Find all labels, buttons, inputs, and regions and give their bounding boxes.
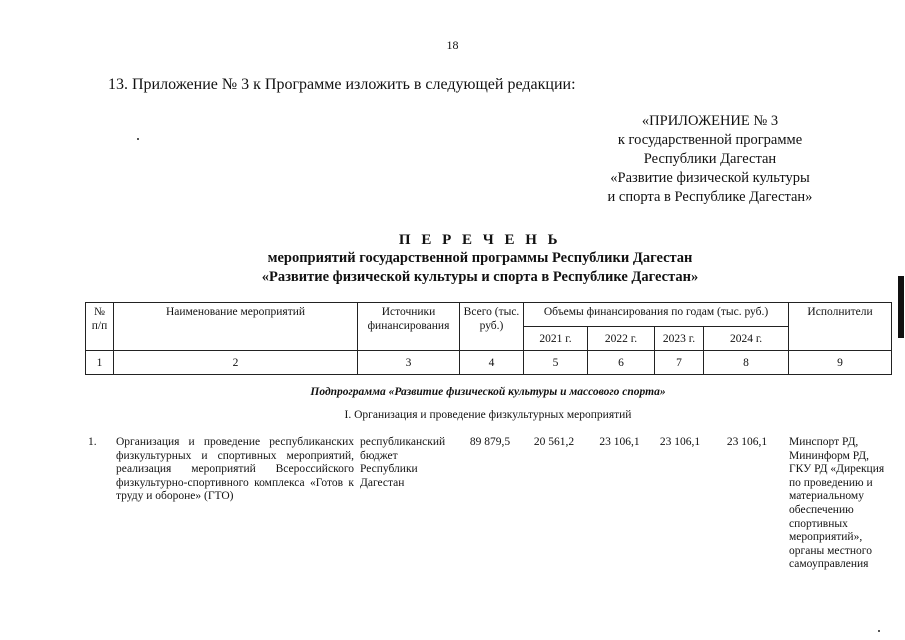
column-number: 6 [588, 351, 655, 375]
row-year-2023: 23 106,1 [659, 436, 701, 448]
header-sources: Источники финансирования [358, 303, 460, 351]
column-number: 4 [460, 351, 524, 375]
column-number: 5 [524, 351, 588, 375]
header-total: Всего (тыс. руб.) [460, 303, 524, 351]
page-number: 18 [446, 38, 459, 52]
header-year-2022: 2022 г. [588, 327, 655, 351]
appendix-line-5: и спорта в Республике Дагестан» [607, 189, 813, 205]
row-measure-name: Организация и проведение республиканских физкультурных и спортивных мероприятий, реализация мероприятий Всероссийского физкультурно-спортивного комплекса «Готов к труду и обороне» (ГТО) [116, 436, 354, 503]
column-number: 9 [789, 351, 892, 375]
row-year-2024: 23 106,1 [726, 436, 768, 448]
appendix-line-1: «ПРИЛОЖЕНИЕ № 3 [641, 113, 779, 129]
header-year-2021: 2021 г. [524, 327, 588, 351]
scan-speck [137, 138, 139, 140]
appendix-line-4: «Развитие физической культуры [610, 170, 810, 186]
column-number: 1 [86, 351, 114, 375]
section-heading: I. Организация и проведение физкультурных мероприятий [344, 409, 632, 421]
header-year-2024: 2024 г. [704, 327, 789, 351]
column-number: 7 [655, 351, 704, 375]
header-num: № п/п [86, 303, 114, 351]
row-number: 1. [88, 436, 97, 448]
row-total: 89 879,5 [469, 436, 511, 448]
header-executors: Исполнители [789, 303, 892, 351]
column-number: 8 [704, 351, 789, 375]
subprogram-heading: Подпрограмма «Развитие физической культуры и массового спорта» [310, 386, 666, 398]
appendix-block [560, 112, 860, 207]
document-subtitle-2: «Развитие физической культуры и спорта в Республике Дагестан» [261, 269, 699, 285]
column-numbers-row [86, 351, 892, 375]
scan-speck [878, 630, 880, 632]
appendix-line-3: Республики Дагестан [643, 151, 777, 167]
column-number: 3 [358, 351, 460, 375]
column-number: 2 [114, 351, 358, 375]
document-title: П Е Р Е Ч Е Н Ь [398, 232, 562, 248]
appendix-line-2: к государственной программе [617, 132, 803, 148]
document-subtitle-1: мероприятий государственной программы Республики Дагестан [267, 250, 693, 266]
scan-edge-mark [898, 276, 904, 338]
measures-table [85, 302, 892, 375]
intro-paragraph: 13. Приложение № 3 к Программе изложить в следующей редакции: [108, 76, 576, 93]
header-volumes: Объемы финансирования по годам (тыс. руб.) [524, 303, 789, 327]
row-year-2021: 20 561,2 [533, 436, 575, 448]
header-name: Наименование мероприятий [114, 303, 358, 351]
row-funding-source: республиканский бюджет Республики Дагестан [360, 436, 446, 489]
row-year-2022: 23 106,1 [599, 436, 640, 448]
header-year-2023: 2023 г. [655, 327, 704, 351]
row-executors: Минспорт РД, Мининформ РД, ГКУ РД «Дирекция по проведению и материальному обеспечению спортивных мероприятий», органы местного самоуправления [789, 436, 885, 571]
